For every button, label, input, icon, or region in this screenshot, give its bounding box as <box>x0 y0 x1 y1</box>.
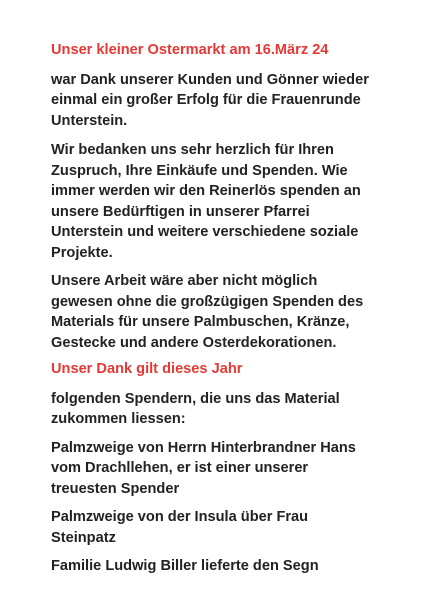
text-line: Unterstein und weitere verschiedene soziale <box>51 224 359 240</box>
text-line: Wir bedanken uns sehr herzlich für Ihren <box>51 142 334 158</box>
text-line: immer werden wir den Reinerlös spenden an <box>51 183 361 199</box>
paragraph-donors-intro <box>51 389 421 430</box>
text-line: folgenden Spendern, die uns das Material <box>51 390 340 407</box>
text-line: Unsere Arbeit wäre aber nicht möglich <box>51 273 318 289</box>
text-line: Materials für unsere Palmbuschen, Kränze, <box>51 314 350 330</box>
text-line: Zuspruch, Ihre Einkäufe und Spenden. Wie <box>51 162 348 179</box>
section-heading: Unser Dank gilt dieses Jahr <box>51 361 243 377</box>
text-line: Projekte. <box>51 244 113 261</box>
paragraph-donor-3 <box>51 556 421 577</box>
text-line: war Dank unserer Kunden und Gönner wieder <box>51 71 369 88</box>
paragraph-thanks-intro <box>51 70 421 132</box>
text-line: Familie Ludwig Biller lieferte den Segn <box>51 558 319 574</box>
text-line: Palmzweige von Herrn Hinterbrandner Hans <box>51 439 356 456</box>
text-line: einmal ein großer Erfolg für die Frauenrunde <box>51 92 361 108</box>
paragraph-donor-1 <box>51 438 421 500</box>
page-title: Unser kleiner Ostermarkt am 16.März 24 <box>51 42 329 58</box>
text-line: gewesen ohne die großzügigen Spenden des <box>51 293 364 310</box>
text-line: unsere Bedürftigen in unserer Pfarrei <box>51 203 310 220</box>
text-line: zukommen liessen: <box>51 411 186 427</box>
text-line: treuesten Spender <box>51 480 180 497</box>
document-page <box>51 40 421 577</box>
text-line: Gestecke und andere Osterdekorationen. <box>51 334 337 351</box>
paragraph-thanks-support <box>51 140 421 263</box>
text-line: Unterstein. <box>51 112 128 129</box>
text-line: Palmzweige von der Insula über Frau <box>51 509 309 525</box>
paragraph-donor-2 <box>51 507 421 548</box>
text-line: Steinpatz <box>51 529 116 546</box>
paragraph-donations <box>51 271 421 353</box>
text-line: vom Drachllehen, er ist einer unserer <box>51 460 309 476</box>
